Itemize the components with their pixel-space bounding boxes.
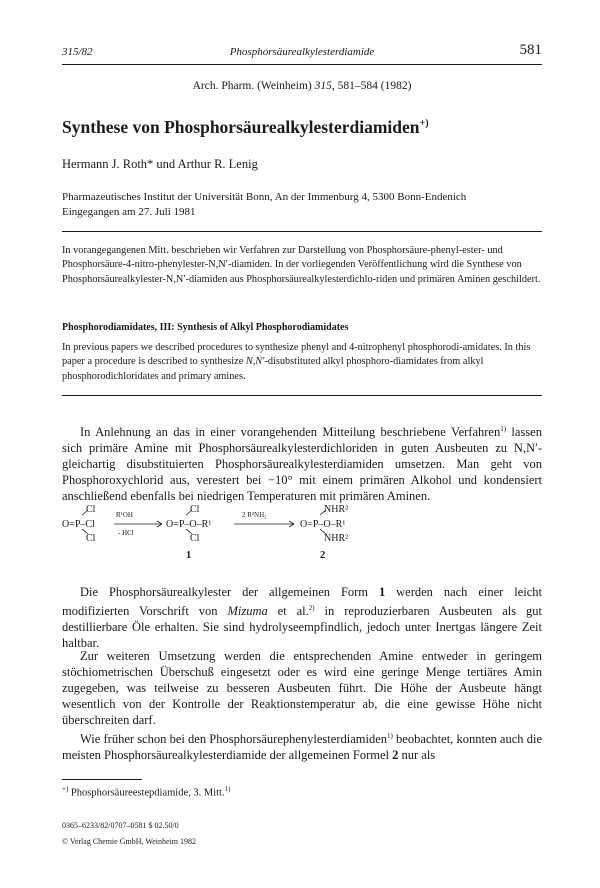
abstract-english-heading: Phosphorodiamidates, III: Synthesis of Alkyl Phosphorodiamidates	[62, 322, 349, 333]
paragraph-4: Wie früher schon bei den Phosphorsäurephenylesterdiamiden$^{1)}$ beobachtet, konnten auch die meisten Phosphorsäurealkylesterdiamide der allgemeinen Formel 2 nur als	[62, 732, 542, 763]
step2-arrow	[234, 511, 294, 527]
compound-label-2: 2	[320, 550, 326, 561]
step1-arrow	[114, 511, 162, 537]
abstract-top-rule	[62, 231, 542, 232]
svg-text:2 R²NH₂: 2 R²NH₂	[242, 511, 267, 519]
svg-text:NHR²: NHR²	[324, 504, 349, 515]
svg-text:Cl: Cl	[86, 533, 96, 544]
affiliation	[62, 190, 542, 220]
citation-volume: 315	[314, 80, 332, 92]
svg-text:Cl: Cl	[190, 504, 200, 515]
authors: Hermann J. Roth* und Arthur R. Lenig	[62, 157, 258, 171]
abstract-bottom-rule	[62, 395, 542, 396]
article-title: Synthese von Phosphorsäurealkylesterdiamiden+)	[62, 117, 429, 137]
svg-text:Cl: Cl	[190, 533, 200, 544]
product-1	[166, 504, 211, 561]
svg-text:- HCl: - HCl	[118, 529, 134, 537]
svg-text:Cl: Cl	[86, 504, 96, 515]
product-2	[300, 504, 348, 561]
journal-citation: Arch. Pharm. (Weinheim) 315, 581–584 (1982)	[192, 80, 412, 92]
paragraph-2: Die Phosphorsäurealkylester der allgemeinen Form 1 werden nach einer leicht modifizierten Vorschrift von Mizuma et al.$^{2)}$ in reproduzierbaren Ausbeuten als gut destillierbare Öle erhalten. Sie sind hydrolyseempfindlich, jedoch unter Inertgas längere Zeit haltbar.	[62, 585, 543, 651]
issn-code: 0365–6233/82/0707–0581 $ 02.50/0	[62, 821, 179, 830]
abstract-german: In vorangegangenen Mitt. beschrieben wir Verfahren zur Darstellung von Phosphorsäure-phenyl-ester- und Phosphorsäure-4-nitro-phenylester-N,N′-diamiden. In der vorliegenden Veröffentlichung wird die Synthese von Phosphorsäurealkylester-N,N′-diamiden aus Phosphorsäurealkylesterdichlo-riden und primären Aminen geschildert.	[62, 245, 541, 285]
svg-text:NHR²: NHR²	[324, 533, 349, 544]
svg-text:O=P–O–R¹: O=P–O–R¹	[166, 519, 212, 530]
page-number: 581	[519, 42, 542, 58]
copyright-notice: © Verlag Chemie GmbH, Weinheim 1982	[62, 837, 197, 846]
received-date: Eingegangen am 27. Juli 1981	[62, 206, 196, 218]
title-footnote-mark: +)	[419, 118, 429, 130]
abstract-english: In previous papers we described procedures to synthesize phenyl and 4-nitrophenyl phosphorodi-amidates. In this paper a procedure is described to synthesize N,N′-disubstituted alkyl phosphoro-diamidates from alkyl phosphorodichloridates and primary amines.	[62, 342, 531, 382]
reaction-scheme	[62, 500, 422, 570]
volume-issue: 315/82	[62, 46, 93, 58]
header-rule	[62, 64, 542, 65]
compound-label-1: 1	[186, 550, 192, 561]
footnote-rule	[62, 779, 142, 780]
institute-address: Pharmazeutisches Institut der Universität Bonn, An der Immenburg 4, 5300 Bonn-Endenich	[62, 191, 467, 203]
running-title: Phosphorsäurealkylesterdiamide	[229, 46, 375, 58]
svg-text:R¹OH: R¹OH	[116, 511, 133, 519]
svg-text:O=P–O–R¹: O=P–O–R¹	[300, 519, 346, 530]
paragraph-1: In Anlehnung an das in einer vorangehenden Mitteilung beschriebene Verfahren$^{1)}$ lassen sich primäre Amine mit Phosphorsäurealkylesterdichloriden in guten Ausbeuten zu N,N′-gleichartig disubstituierten Phosphorsäurealkylesterdiamiden umsetzen. Man geht von Phosphoroxychlorid aus, verestert bei −10° mit einem primären Alkohol und kondensiert anschließend ebenfalls bei niedrigen Temperaturen mit primären Aminen.	[62, 425, 542, 504]
paragraph-3: Zur weiteren Umsetzung werden die entsprechenden Amine entweder in geringem stöchiometrischen Überschuß eingesetzt oder es wird eine geringe Menge tertiäres Amin zugegeben, was teilweise zu besseren Ausbeuten führt. Die Höhe der Ausbeute hängt wesentlich von der Kontrolle der Reaktionstemperatur ab, die eine gewisse Höhe nicht überschreiten darf.	[62, 649, 542, 727]
svg-text:O=P–Cl: O=P–Cl	[62, 519, 95, 530]
running-header	[62, 42, 542, 62]
reactant-phosphoroxychlorid	[62, 504, 96, 544]
footnote: +) Phosphorsäureestерdiamide, 3. Mitt.$^{1)}$	[62, 785, 231, 799]
